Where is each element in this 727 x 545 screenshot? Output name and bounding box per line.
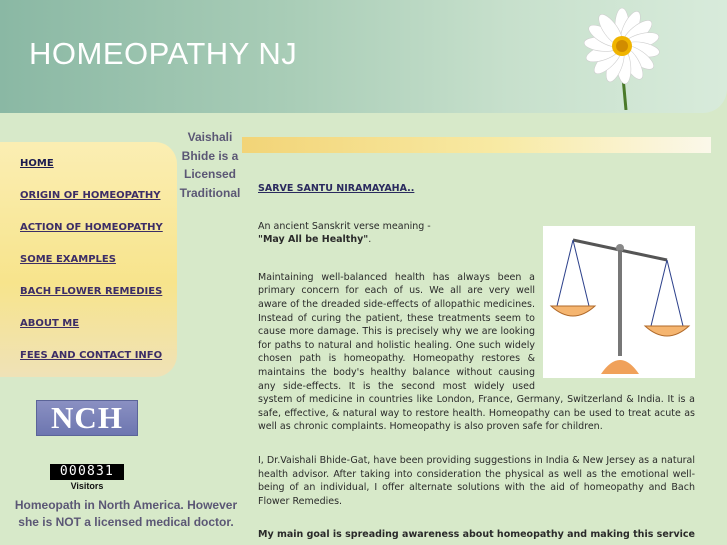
motto-text: "May All be Healthy" [258, 234, 369, 246]
daisy-flower-image [572, 6, 672, 110]
intro-line: Traditional [179, 185, 241, 200]
goal-paragraph: My main goal is spreading awareness about homeopathy and making this service [258, 529, 695, 541]
site-header [0, 0, 727, 113]
nav-bach-flower-link[interactable]: BACH FLOWER REMEDIES [20, 286, 163, 297]
main-content [258, 182, 695, 542]
visitor-counter: 000831 [50, 464, 124, 480]
nav-examples-link[interactable]: SOME EXAMPLES [20, 254, 116, 265]
about-paragraph: I, Dr.Vaishali Bhide-Gat, have been providing suggestions in India & New Jersey as a natural health advisor. After taking into consideration the physical as well as the emotional well-being of an individual, I offer alternate solutions with the aid of homeopathy and Bach Flower Remedies. [258, 454, 695, 507]
nav-fees-contact-link[interactable]: FEES AND CONTACT INFO [20, 350, 163, 361]
main-nav [0, 142, 177, 377]
nch-logo[interactable]: NCH [36, 400, 138, 436]
sidebar-intro-text [174, 128, 246, 202]
intro-paragraph: Maintaining well-balanced health has always been a primary concern for each of us. We all are very well aware of the dreaded side-effects of allopathic medicines. Instead of curing the patient, these treatments seem to cause more damage. This is precisely why we are looking for paths to natural and holistic healing. One such widely chosen path is homeopathy. Homeopathy restores & maintains the body's healthy balance without causing any side-effects. It is the second most widely used system of medicine in countries like London, France, Germany, Switzerland & India. It is a safe, effective, & natural way to restore health. Homeopathy can be used to treat acute as well as chronic complaints. Homeopathy is also proven safe for children. [258, 271, 695, 433]
nav-about-link[interactable]: ABOUT ME [20, 318, 80, 329]
intro-line: Bhide is a [181, 148, 239, 163]
intro-line: Licensed [183, 167, 237, 181]
page-heading: SARVE SANTU NIRAMAYAHA.. [258, 183, 415, 194]
intro-line: Vaishali [187, 130, 233, 144]
motto-end: . [368, 234, 372, 246]
decorative-top-bar [242, 137, 711, 153]
site-title: HOMEOPATHY NJ [29, 36, 298, 71]
balance-scales-image [543, 226, 695, 378]
visitor-counter-label: Visitors [70, 481, 104, 491]
nav-origin-link[interactable]: ORIGIN OF HOMEOPATHY [20, 190, 161, 201]
intro-line-text: An ancient Sanskrit verse meaning - [258, 220, 431, 232]
nav-home-link[interactable]: HOME [20, 158, 54, 169]
sidebar-disclaimer: Homeopath in North America. However she is NOT a licensed medical doctor. [14, 498, 238, 529]
nav-action-link[interactable]: ACTION OF HOMEOPATHY [20, 222, 163, 233]
